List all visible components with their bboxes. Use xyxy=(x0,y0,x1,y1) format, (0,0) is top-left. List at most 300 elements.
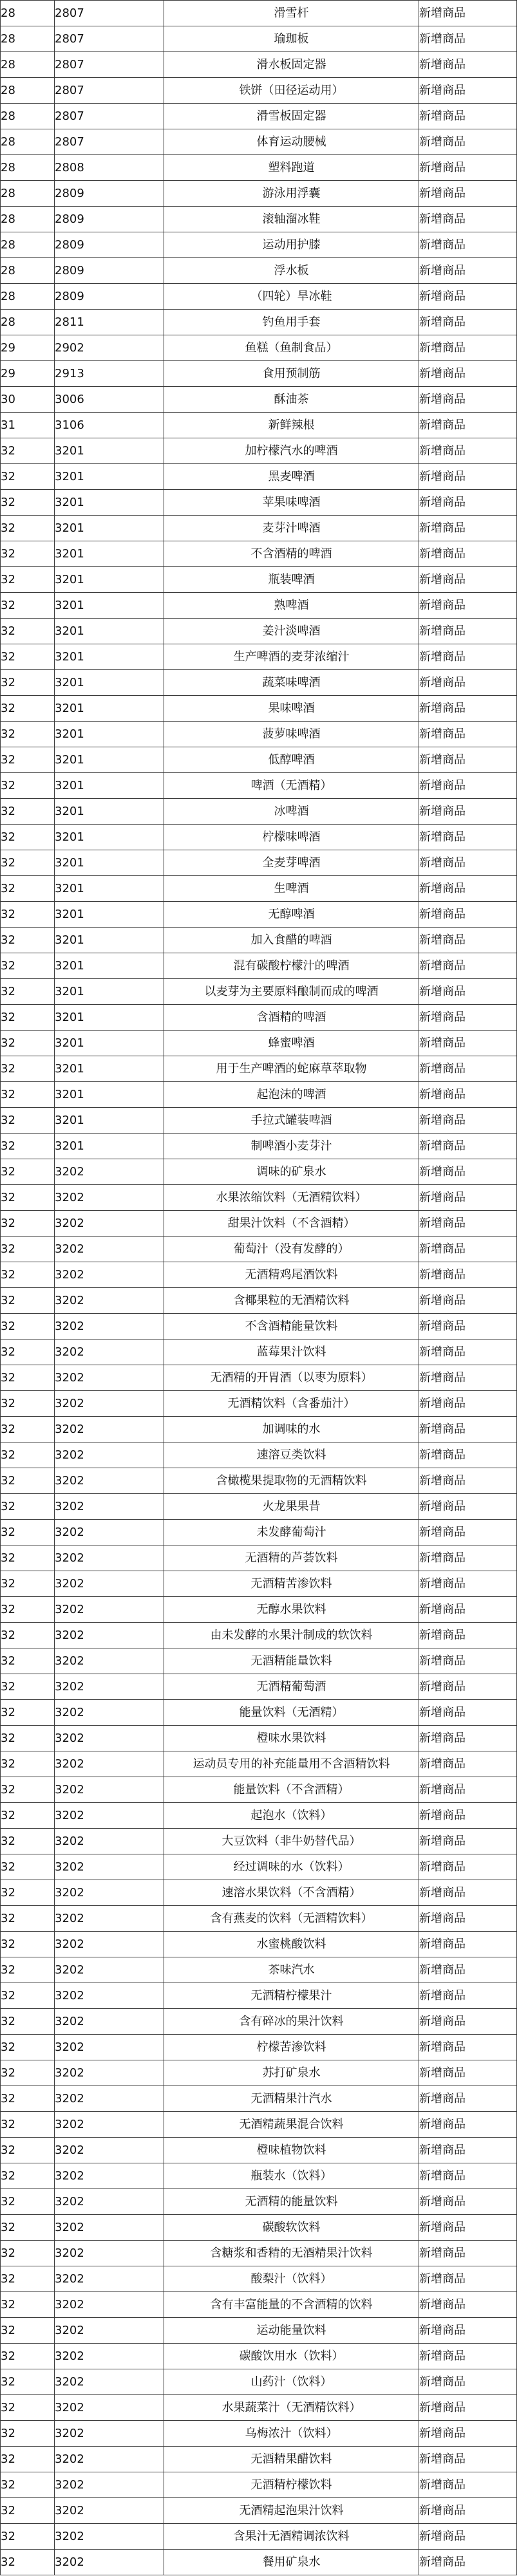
product-name-cell: 加调味的水 xyxy=(164,1417,419,1442)
table-row xyxy=(1,1,517,26)
status-cell: 新增商品 xyxy=(419,850,517,876)
group-code-cell: 3201 xyxy=(55,747,164,773)
table-row xyxy=(1,1314,517,1339)
table-row xyxy=(1,2009,517,2035)
product-name-cell: 含酒精的啤酒 xyxy=(164,1005,419,1031)
product-name-cell: 酥油茶 xyxy=(164,387,419,413)
class-number-cell: 32 xyxy=(1,644,55,670)
table-row xyxy=(1,722,517,747)
product-name-cell: 葡萄汁（没有发酵的） xyxy=(164,1237,419,1262)
group-code-cell: 3202 xyxy=(55,1391,164,1417)
status-cell: 新增商品 xyxy=(419,284,517,310)
class-number-cell: 32 xyxy=(1,1571,55,1597)
product-name-cell: 手拉式罐装啤酒 xyxy=(164,1108,419,1134)
group-code-cell: 3202 xyxy=(55,2086,164,2112)
group-code-cell: 3202 xyxy=(55,2292,164,2318)
class-number-cell: 32 xyxy=(1,541,55,567)
status-cell: 新增商品 xyxy=(419,1700,517,1726)
class-number-cell: 32 xyxy=(1,1597,55,1623)
class-number-cell: 32 xyxy=(1,2447,55,2472)
status-cell: 新增商品 xyxy=(419,1674,517,1700)
status-cell: 新增商品 xyxy=(419,1,517,26)
status-cell: 新增商品 xyxy=(419,1082,517,1108)
table-row xyxy=(1,207,517,232)
group-code-cell: 3201 xyxy=(55,1082,164,1108)
group-code-cell: 2807 xyxy=(55,52,164,78)
status-cell: 新增商品 xyxy=(419,1751,517,1777)
class-number-cell: 32 xyxy=(1,1751,55,1777)
status-cell: 新增商品 xyxy=(419,1339,517,1365)
product-name-cell: 冰啤酒 xyxy=(164,799,419,825)
class-number-cell: 32 xyxy=(1,2266,55,2292)
table-row xyxy=(1,799,517,825)
group-code-cell: 3201 xyxy=(55,516,164,541)
product-name-cell: 啤酒（无酒精） xyxy=(164,773,419,799)
group-code-cell: 3201 xyxy=(55,644,164,670)
table-row xyxy=(1,619,517,644)
group-code-cell: 3202 xyxy=(55,1442,164,1468)
table-row xyxy=(1,104,517,129)
table-row xyxy=(1,1520,517,1545)
status-cell: 新增商品 xyxy=(419,2189,517,2215)
product-name-cell: 不含酒精的啤酒 xyxy=(164,541,419,567)
group-code-cell: 3202 xyxy=(55,2318,164,2344)
class-number-cell: 32 xyxy=(1,2086,55,2112)
product-name-cell: 水果浓缩饮料（无酒精饮料） xyxy=(164,1185,419,1211)
class-number-cell: 32 xyxy=(1,902,55,928)
status-cell: 新增商品 xyxy=(419,825,517,850)
table-row xyxy=(1,1417,517,1442)
status-cell: 新增商品 xyxy=(419,387,517,413)
product-name-cell: 含橄榄果提取物的无酒精饮料 xyxy=(164,1468,419,1494)
status-cell: 新增商品 xyxy=(419,2035,517,2060)
table-row xyxy=(1,2086,517,2112)
class-number-cell: 32 xyxy=(1,593,55,619)
product-name-cell: 含有碎冰的果汁饮料 xyxy=(164,2009,419,2035)
group-code-cell: 2811 xyxy=(55,310,164,335)
table-row xyxy=(1,2163,517,2189)
product-name-cell: 混有碳酸柠檬汁的啤酒 xyxy=(164,953,419,979)
status-cell: 新增商品 xyxy=(419,979,517,1005)
product-name-cell: 调味的矿泉水 xyxy=(164,1159,419,1185)
table-row xyxy=(1,1391,517,1417)
group-code-cell: 2807 xyxy=(55,129,164,155)
table-row xyxy=(1,155,517,181)
group-code-cell: 3201 xyxy=(55,696,164,722)
class-number-cell: 28 xyxy=(1,1,55,26)
group-code-cell: 3202 xyxy=(55,1623,164,1648)
status-cell: 新增商品 xyxy=(419,258,517,284)
class-number-cell: 32 xyxy=(1,1880,55,1906)
class-number-cell: 32 xyxy=(1,1159,55,1185)
class-number-cell: 32 xyxy=(1,1700,55,1726)
group-code-cell: 3202 xyxy=(55,2035,164,2060)
group-code-cell: 3201 xyxy=(55,619,164,644)
table-row xyxy=(1,2472,517,2498)
class-number-cell: 32 xyxy=(1,2395,55,2421)
table-row xyxy=(1,438,517,464)
table-row xyxy=(1,902,517,928)
table-row xyxy=(1,413,517,438)
product-name-cell: 大豆饮料（非牛奶替代品） xyxy=(164,1829,419,1854)
group-code-cell: 3202 xyxy=(55,2369,164,2395)
class-number-cell: 32 xyxy=(1,2344,55,2369)
class-number-cell: 32 xyxy=(1,2189,55,2215)
product-name-cell: 瓶装水（饮料） xyxy=(164,2163,419,2189)
status-cell: 新增商品 xyxy=(419,1237,517,1262)
table-row xyxy=(1,1468,517,1494)
class-number-cell: 32 xyxy=(1,1932,55,1957)
product-name-cell: 钓鱼用手套 xyxy=(164,310,419,335)
status-cell: 新增商品 xyxy=(419,1880,517,1906)
status-cell: 新增商品 xyxy=(419,773,517,799)
product-name-cell: 无醇水果饮料 xyxy=(164,1597,419,1623)
table-row xyxy=(1,1211,517,1237)
table-row xyxy=(1,1494,517,1520)
table-row xyxy=(1,2550,517,2575)
status-cell: 新增商品 xyxy=(419,2369,517,2395)
class-number-cell: 32 xyxy=(1,1339,55,1365)
group-code-cell: 3202 xyxy=(55,2524,164,2550)
group-code-cell: 3202 xyxy=(55,2241,164,2266)
status-cell: 新增商品 xyxy=(419,207,517,232)
product-name-cell: 制啤酒小麦芽汁 xyxy=(164,1134,419,1159)
group-code-cell: 3202 xyxy=(55,1339,164,1365)
group-code-cell: 3201 xyxy=(55,825,164,850)
group-code-cell: 3202 xyxy=(55,2215,164,2241)
status-cell: 新增商品 xyxy=(419,2524,517,2550)
table-row xyxy=(1,1880,517,1906)
table-row xyxy=(1,1700,517,1726)
status-cell: 新增商品 xyxy=(419,361,517,387)
table-row xyxy=(1,1031,517,1056)
table-row xyxy=(1,1262,517,1288)
group-code-cell: 2809 xyxy=(55,232,164,258)
product-name-cell: 能量饮料（不含酒精） xyxy=(164,1777,419,1803)
product-name-cell: 无酒精能量饮料 xyxy=(164,1648,419,1674)
status-cell: 新增商品 xyxy=(419,129,517,155)
table-row xyxy=(1,258,517,284)
class-number-cell: 32 xyxy=(1,2550,55,2575)
status-cell: 新增商品 xyxy=(419,1134,517,1159)
status-cell: 新增商品 xyxy=(419,747,517,773)
status-cell: 新增商品 xyxy=(419,1365,517,1391)
group-code-cell: 3202 xyxy=(55,1545,164,1571)
class-number-cell: 32 xyxy=(1,2215,55,2241)
table-row xyxy=(1,1237,517,1262)
group-code-cell: 3202 xyxy=(55,1468,164,1494)
group-code-cell: 3202 xyxy=(55,1674,164,1700)
class-number-cell: 32 xyxy=(1,1056,55,1082)
product-name-cell: 能量饮料（无酒精） xyxy=(164,1700,419,1726)
table-row xyxy=(1,1185,517,1211)
table-row xyxy=(1,284,517,310)
group-code-cell: 3202 xyxy=(55,1957,164,1983)
group-code-cell: 3202 xyxy=(55,1520,164,1545)
table-row xyxy=(1,2035,517,2060)
product-name-cell: 滑雪杆 xyxy=(164,1,419,26)
status-cell: 新增商品 xyxy=(419,1932,517,1957)
product-name-cell: 起泡水（饮料） xyxy=(164,1803,419,1829)
class-number-cell: 32 xyxy=(1,516,55,541)
group-code-cell: 3201 xyxy=(55,773,164,799)
group-code-cell: 3201 xyxy=(55,876,164,902)
product-name-cell: 水果蔬菜汁（无酒精饮料） xyxy=(164,2395,419,2421)
table-row xyxy=(1,1983,517,2009)
class-number-cell: 32 xyxy=(1,2112,55,2138)
product-name-cell: 乌梅浓汁（饮料） xyxy=(164,2421,419,2447)
table-row xyxy=(1,1854,517,1880)
class-number-cell: 32 xyxy=(1,464,55,490)
status-cell: 新增商品 xyxy=(419,1494,517,1520)
class-number-cell: 32 xyxy=(1,696,55,722)
product-name-cell: 无酒精起泡果汁饮料 xyxy=(164,2498,419,2524)
class-number-cell: 32 xyxy=(1,2369,55,2395)
product-name-cell: 果味啤酒 xyxy=(164,696,419,722)
table-row xyxy=(1,1005,517,1031)
product-name-cell: 经过调味的水（饮料） xyxy=(164,1854,419,1880)
group-code-cell: 2809 xyxy=(55,207,164,232)
class-number-cell: 32 xyxy=(1,1031,55,1056)
class-number-cell: 30 xyxy=(1,387,55,413)
group-code-cell: 3202 xyxy=(55,1314,164,1339)
class-number-cell: 32 xyxy=(1,2060,55,2086)
status-cell: 新增商品 xyxy=(419,2086,517,2112)
table-row xyxy=(1,1056,517,1082)
status-cell: 新增商品 xyxy=(419,1803,517,1829)
class-number-cell: 32 xyxy=(1,1854,55,1880)
product-name-cell: 蓝莓果汁饮料 xyxy=(164,1339,419,1365)
product-name-cell: 运动能量饮料 xyxy=(164,2318,419,2344)
status-cell: 新增商品 xyxy=(419,181,517,207)
product-name-cell: 蔬菜味啤酒 xyxy=(164,670,419,696)
class-number-cell: 28 xyxy=(1,78,55,104)
group-code-cell: 3202 xyxy=(55,2472,164,2498)
group-code-cell: 3202 xyxy=(55,2009,164,2035)
class-number-cell: 32 xyxy=(1,747,55,773)
class-number-cell: 32 xyxy=(1,1468,55,1494)
class-number-cell: 32 xyxy=(1,1442,55,1468)
class-number-cell: 32 xyxy=(1,1494,55,1520)
class-number-cell: 32 xyxy=(1,1391,55,1417)
table-row xyxy=(1,1365,517,1391)
group-code-cell: 2809 xyxy=(55,258,164,284)
status-cell: 新增商品 xyxy=(419,953,517,979)
table-row xyxy=(1,2189,517,2215)
group-code-cell: 2902 xyxy=(55,335,164,361)
status-cell: 新增商品 xyxy=(419,1005,517,1031)
group-code-cell: 3201 xyxy=(55,928,164,953)
group-code-cell: 3202 xyxy=(55,1159,164,1185)
product-name-cell: 鱼糕（鱼制食品） xyxy=(164,335,419,361)
status-cell: 新增商品 xyxy=(419,2318,517,2344)
group-code-cell: 3202 xyxy=(55,1829,164,1854)
status-cell: 新增商品 xyxy=(419,104,517,129)
status-cell: 新增商品 xyxy=(419,2550,517,2575)
table-row xyxy=(1,26,517,52)
group-code-cell: 3202 xyxy=(55,1803,164,1829)
table-row xyxy=(1,953,517,979)
class-number-cell: 29 xyxy=(1,335,55,361)
product-name-cell: 含果汁无酒精调浓饮料 xyxy=(164,2524,419,2550)
status-cell: 新增商品 xyxy=(419,1777,517,1803)
product-name-cell: 食用预制筋 xyxy=(164,361,419,387)
status-cell: 新增商品 xyxy=(419,1957,517,1983)
status-cell: 新增商品 xyxy=(419,902,517,928)
table-row xyxy=(1,129,517,155)
class-number-cell: 32 xyxy=(1,953,55,979)
table-row xyxy=(1,2138,517,2163)
product-name-cell: 无酒精鸡尾酒饮料 xyxy=(164,1262,419,1288)
group-code-cell: 3202 xyxy=(55,1700,164,1726)
class-number-cell: 32 xyxy=(1,2163,55,2189)
product-name-cell: 含糖浆和香精的无酒精果汁饮料 xyxy=(164,2241,419,2266)
table-row xyxy=(1,2266,517,2292)
product-name-cell: （四轮）旱冰鞋 xyxy=(164,284,419,310)
product-name-cell: 麦芽汁啤酒 xyxy=(164,516,419,541)
group-code-cell: 2809 xyxy=(55,284,164,310)
table-row xyxy=(1,490,517,516)
group-code-cell: 3202 xyxy=(55,2189,164,2215)
class-number-cell: 28 xyxy=(1,232,55,258)
class-number-cell: 32 xyxy=(1,928,55,953)
table-row xyxy=(1,644,517,670)
status-cell: 新增商品 xyxy=(419,1262,517,1288)
product-name-cell: 无酒精果醋饮料 xyxy=(164,2447,419,2472)
status-cell: 新增商品 xyxy=(419,1211,517,1237)
class-number-cell: 32 xyxy=(1,1906,55,1932)
table-row xyxy=(1,1726,517,1751)
group-code-cell: 3201 xyxy=(55,850,164,876)
table-row xyxy=(1,335,517,361)
product-name-cell: 低醇啤酒 xyxy=(164,747,419,773)
group-code-cell: 2809 xyxy=(55,181,164,207)
product-name-cell: 滑水板固定器 xyxy=(164,52,419,78)
class-number-cell: 32 xyxy=(1,490,55,516)
table-row xyxy=(1,310,517,335)
product-name-cell: 无酒精柠檬饮料 xyxy=(164,2472,419,2498)
product-name-cell: 无醇啤酒 xyxy=(164,902,419,928)
class-number-cell: 31 xyxy=(1,413,55,438)
table-row xyxy=(1,2447,517,2472)
table-row xyxy=(1,516,517,541)
table-row xyxy=(1,1545,517,1571)
group-code-cell: 3202 xyxy=(55,2550,164,2575)
status-cell: 新增商品 xyxy=(419,2163,517,2189)
group-code-cell: 3201 xyxy=(55,1031,164,1056)
group-code-cell: 3201 xyxy=(55,541,164,567)
group-code-cell: 3202 xyxy=(55,2266,164,2292)
table-row xyxy=(1,1108,517,1134)
table-row xyxy=(1,747,517,773)
group-code-cell: 3202 xyxy=(55,1854,164,1880)
status-cell: 新增商品 xyxy=(419,464,517,490)
status-cell: 新增商品 xyxy=(419,2112,517,2138)
class-number-cell: 32 xyxy=(1,567,55,593)
status-cell: 新增商品 xyxy=(419,1108,517,1134)
table-row xyxy=(1,2524,517,2550)
status-cell: 新增商品 xyxy=(419,1391,517,1417)
product-name-cell: 运动用护膝 xyxy=(164,232,419,258)
product-name-cell: 水蜜桃酸饮料 xyxy=(164,1932,419,1957)
class-number-cell: 32 xyxy=(1,1005,55,1031)
product-name-cell: 柠檬苦渗饮料 xyxy=(164,2035,419,2060)
table-row xyxy=(1,361,517,387)
class-number-cell: 32 xyxy=(1,2318,55,2344)
group-code-cell: 3202 xyxy=(55,1648,164,1674)
table-row xyxy=(1,78,517,104)
status-cell: 新增商品 xyxy=(419,2009,517,2035)
class-number-cell: 32 xyxy=(1,1082,55,1108)
status-cell: 新增商品 xyxy=(419,2344,517,2369)
group-code-cell: 3202 xyxy=(55,1571,164,1597)
group-code-cell: 3201 xyxy=(55,1108,164,1134)
table-row xyxy=(1,567,517,593)
table-row xyxy=(1,2395,517,2421)
product-name-cell: 速溶豆类饮料 xyxy=(164,1442,419,1468)
table-row xyxy=(1,464,517,490)
class-number-cell: 28 xyxy=(1,129,55,155)
status-cell: 新增商品 xyxy=(419,2292,517,2318)
group-code-cell: 3201 xyxy=(55,953,164,979)
group-code-cell: 3202 xyxy=(55,2112,164,2138)
group-code-cell: 3006 xyxy=(55,387,164,413)
group-code-cell: 2913 xyxy=(55,361,164,387)
status-cell: 新增商品 xyxy=(419,2498,517,2524)
class-number-cell: 32 xyxy=(1,1288,55,1314)
product-name-cell: 餐用矿泉水 xyxy=(164,2550,419,2575)
class-number-cell: 32 xyxy=(1,2292,55,2318)
product-name-cell: 由未发酵的水果汁制成的软饮料 xyxy=(164,1623,419,1648)
status-cell: 新增商品 xyxy=(419,78,517,104)
class-number-cell: 32 xyxy=(1,850,55,876)
status-cell: 新增商品 xyxy=(419,1983,517,2009)
status-cell: 新增商品 xyxy=(419,644,517,670)
class-number-cell: 32 xyxy=(1,2138,55,2163)
table-row xyxy=(1,979,517,1005)
group-code-cell: 3202 xyxy=(55,1751,164,1777)
status-cell: 新增商品 xyxy=(419,2421,517,2447)
class-number-cell: 32 xyxy=(1,2035,55,2060)
status-cell: 新增商品 xyxy=(419,1185,517,1211)
table-row xyxy=(1,52,517,78)
status-cell: 新增商品 xyxy=(419,1648,517,1674)
status-cell: 新增商品 xyxy=(419,413,517,438)
group-code-cell: 3201 xyxy=(55,799,164,825)
product-name-cell: 滑雪板固定器 xyxy=(164,104,419,129)
class-number-cell: 28 xyxy=(1,155,55,181)
class-number-cell: 32 xyxy=(1,1134,55,1159)
class-number-cell: 29 xyxy=(1,361,55,387)
status-cell: 新增商品 xyxy=(419,593,517,619)
group-code-cell: 3202 xyxy=(55,2498,164,2524)
table-row xyxy=(1,876,517,902)
group-code-cell: 3201 xyxy=(55,567,164,593)
class-number-cell: 32 xyxy=(1,2524,55,2550)
class-number-cell: 32 xyxy=(1,1957,55,1983)
class-number-cell: 32 xyxy=(1,1623,55,1648)
group-code-cell: 3202 xyxy=(55,2447,164,2472)
status-cell: 新增商品 xyxy=(419,26,517,52)
status-cell: 新增商品 xyxy=(419,928,517,953)
status-cell: 新增商品 xyxy=(419,2215,517,2241)
status-cell: 新增商品 xyxy=(419,52,517,78)
product-name-cell: 熟啤酒 xyxy=(164,593,419,619)
group-code-cell: 3201 xyxy=(55,722,164,747)
product-name-cell: 不含酒精能量饮料 xyxy=(164,1314,419,1339)
class-number-cell: 28 xyxy=(1,52,55,78)
status-cell: 新增商品 xyxy=(419,2447,517,2472)
